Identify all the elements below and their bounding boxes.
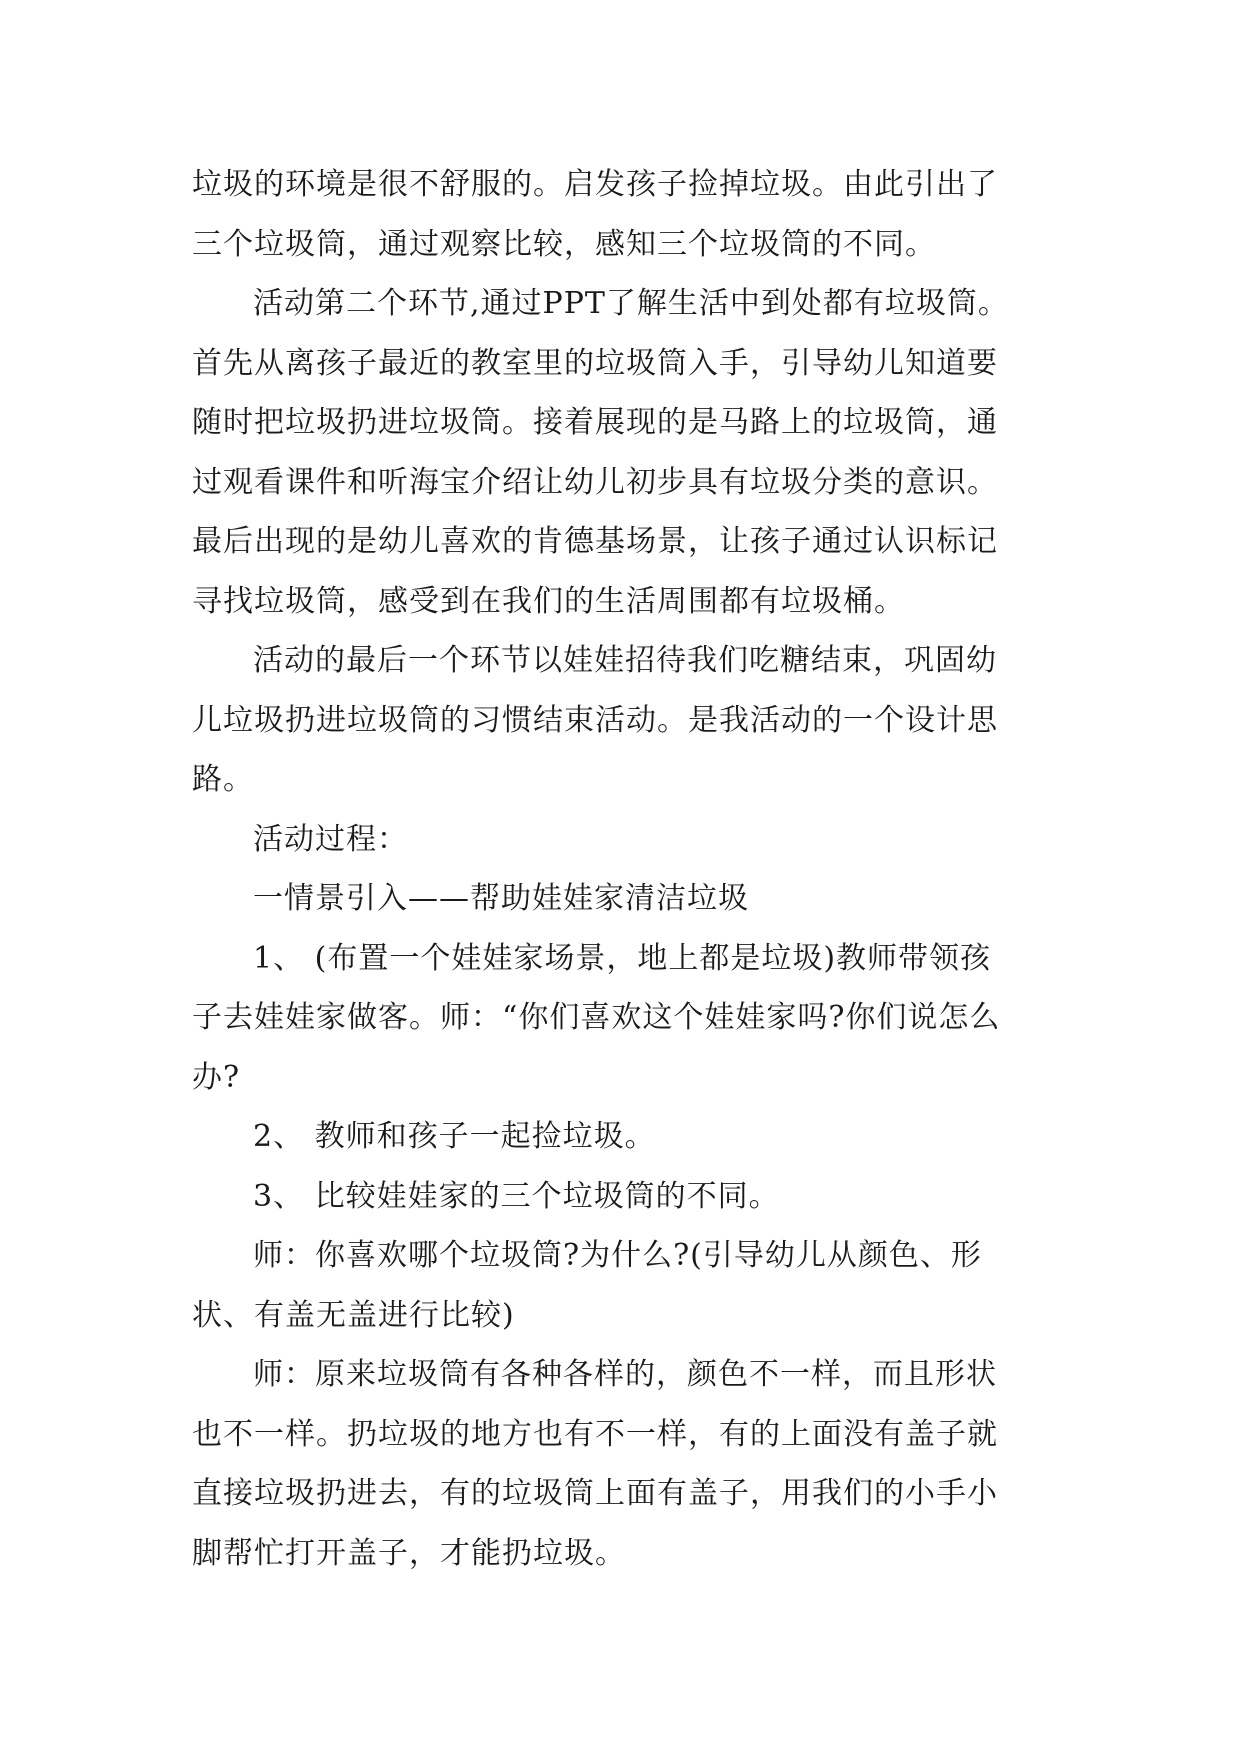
text-line: 脚帮忙打开盖子，才能扔垃圾。 <box>192 1536 626 1571</box>
text-line: 直接垃圾扔进去，有的垃圾筒上面有盖子，用我们的小手小 <box>192 1476 998 1511</box>
text-line: 垃圾的环境是很不舒服的。启发孩子捡掉垃圾。由此引出了 <box>192 167 998 202</box>
text-line: 状、有盖无盖进行比较) <box>192 1298 515 1333</box>
text-line: 师：原来垃圾筒有各种各样的，颜色不一样，而且形状 <box>253 1357 997 1392</box>
text-line: 2、 教师和孩子一起捡垃圾。 <box>253 1119 656 1154</box>
text-line: 3、 比较娃娃家的三个垃圾筒的不同。 <box>253 1179 780 1214</box>
text-line: 办? <box>192 1060 241 1095</box>
text-line: 师：你喜欢哪个垃圾筒?为什么?(引导幼儿从颜色、形 <box>253 1238 982 1273</box>
text-line: 三个垃圾筒，通过观察比较，感知三个垃圾筒的不同。 <box>192 227 936 262</box>
text-line: 随时把垃圾扔进垃圾筒。接着展现的是马路上的垃圾筒，通 <box>192 405 998 440</box>
text-line: 儿垃圾扔进垃圾筒的习惯结束活动。是我活动的一个设计思 <box>192 703 998 738</box>
text-line: 过观看课件和听海宝介绍让幼儿初步具有垃圾分类的意识。 <box>192 465 998 500</box>
text-line: 活动的最后一个环节以娃娃招待我们吃糖结束，巩固幼 <box>253 643 997 678</box>
text-line: 路。 <box>192 762 254 797</box>
section-heading: 活动过程： <box>253 822 408 857</box>
section-subheading: 一情景引入——帮助娃娃家清洁垃圾 <box>253 881 749 916</box>
text-line: 活动第二个环节,通过PPT了解生活中到处都有垃圾筒。 <box>253 286 1009 321</box>
text-line: 首先从离孩子最近的教室里的垃圾筒入手，引导幼儿知道要 <box>192 346 998 381</box>
text-line: 1、 (布置一个娃娃家场景，地上都是垃圾)教师带领孩 <box>253 941 992 976</box>
text-line: 最后出现的是幼儿喜欢的肯德基场景，让孩子通过认识标记 <box>192 524 998 559</box>
text-line: 寻找垃圾筒，感受到在我们的生活周围都有垃圾桶。 <box>192 584 905 619</box>
text-line: 子去娃娃家做客。师：“你们喜欢这个娃娃家吗?你们说怎么 <box>192 1000 1001 1035</box>
text-line: 也不一样。扔垃圾的地方也有不一样，有的上面没有盖子就 <box>192 1417 998 1452</box>
